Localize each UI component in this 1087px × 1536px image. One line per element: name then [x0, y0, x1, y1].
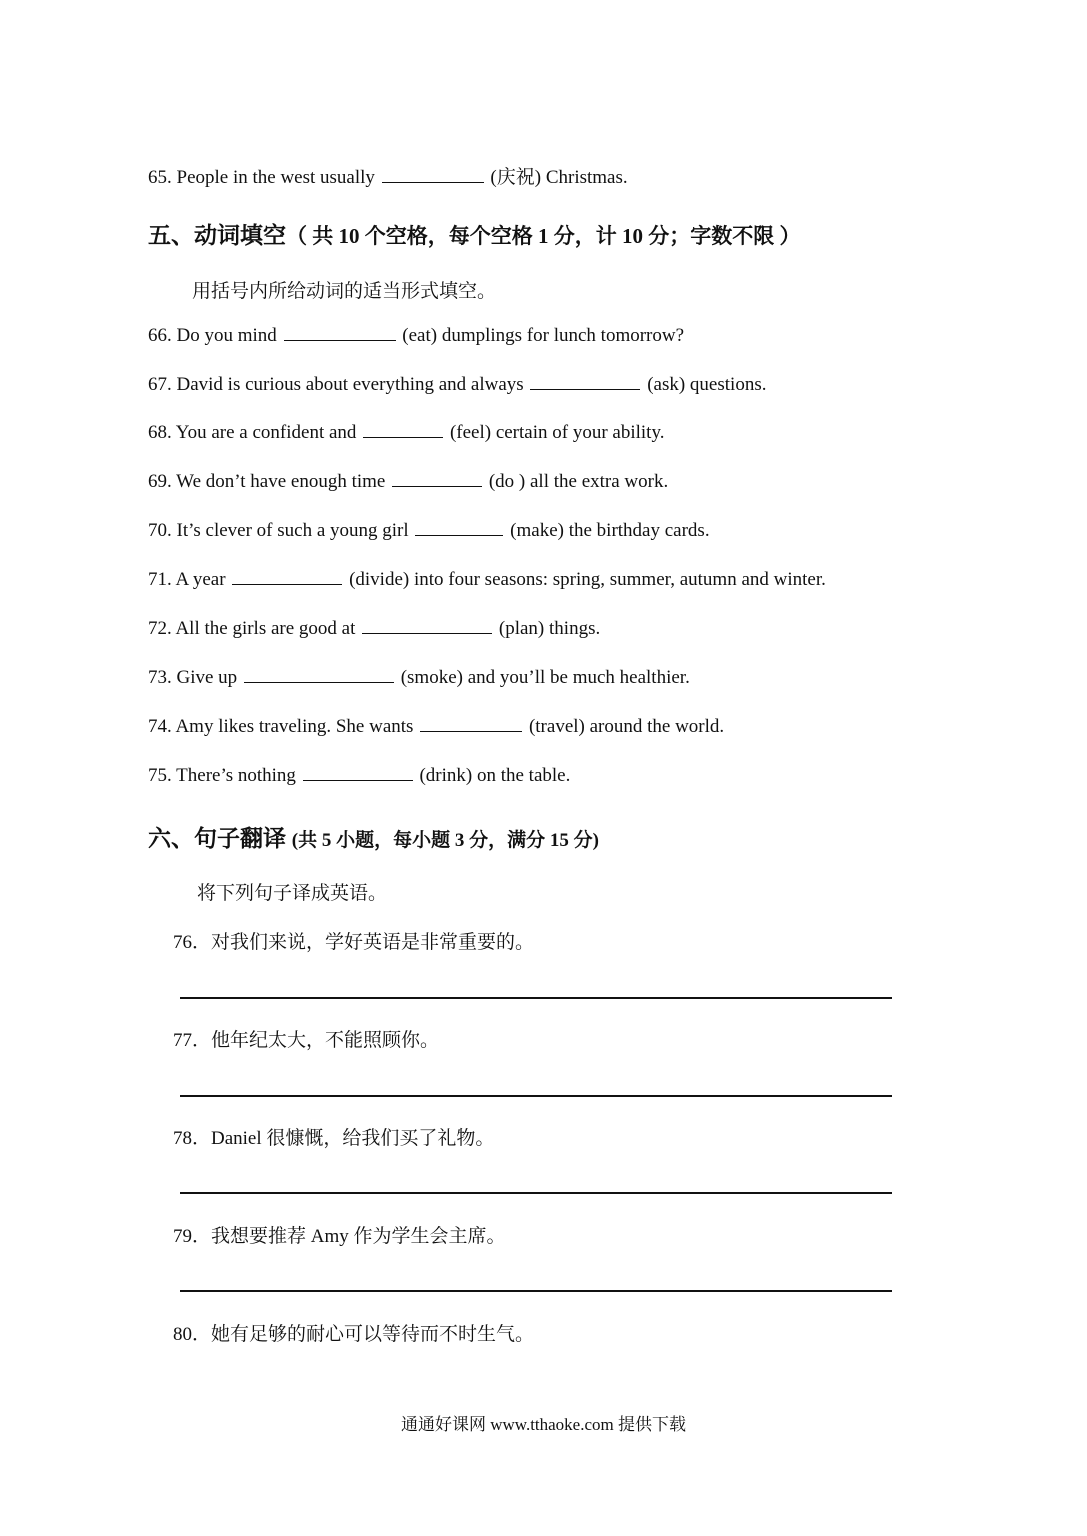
question-text: (庆祝) Christmas. — [490, 167, 628, 188]
question-text: 67. David is curious about everything and always — [148, 374, 524, 395]
answer-line-78[interactable] — [180, 1192, 892, 1194]
question-text: (ask) questions. — [647, 374, 767, 395]
question-text: (plan) things. — [498, 618, 601, 639]
answer-line-79[interactable] — [180, 1290, 892, 1292]
translation-77: 77．他年纪太大，不能照顾你。 — [173, 1030, 440, 1051]
section-6-heading — [148, 820, 599, 853]
answer-blank[interactable] — [303, 765, 413, 781]
answer-blank[interactable] — [530, 374, 640, 390]
question-text: (travel) around the world. — [528, 716, 725, 737]
question-text: 66. Do you mind — [148, 325, 277, 346]
section-scoring-note: (共 5 小题，每小题 3 分，满分 15 分) — [291, 830, 599, 851]
question-text: 65. People in the west usually — [148, 167, 375, 188]
translation-78: 78．Daniel 很慷慨，给我们买了礼物。 — [173, 1128, 495, 1149]
question-74 — [148, 716, 724, 738]
question-69 — [148, 471, 668, 493]
answer-blank[interactable] — [232, 569, 342, 585]
question-66 — [148, 325, 684, 347]
question-71 — [148, 569, 826, 591]
section-5-heading — [148, 217, 801, 250]
answer-blank[interactable] — [415, 520, 503, 536]
answer-blank[interactable] — [362, 618, 492, 634]
answer-blank[interactable] — [363, 422, 443, 438]
question-text: 68. You are a confident and — [148, 422, 357, 443]
question-text: 70. It’s clever of such a young girl — [148, 520, 409, 541]
question-text: 71. A year — [148, 569, 226, 590]
question-text: (smoke) and you’ll be much healthier. — [400, 667, 690, 688]
question-text: (eat) dumplings for lunch tomorrow? — [402, 325, 685, 346]
page-footer: 通通好课网 www.tthaoke.com 提供下载 — [400, 1415, 687, 1434]
question-75 — [148, 765, 570, 787]
question-65 — [148, 162, 628, 189]
question-72 — [148, 618, 600, 640]
question-text: (feel) certain of your ability. — [449, 422, 665, 443]
answer-blank[interactable] — [284, 325, 396, 341]
question-68 — [148, 422, 664, 444]
question-67 — [148, 374, 766, 396]
answer-blank[interactable] — [382, 167, 484, 183]
section-title: 五、动词填空 — [148, 223, 286, 248]
question-text: 69. We don’t have enough time — [148, 471, 386, 492]
answer-blank[interactable] — [392, 471, 482, 487]
question-text: 75. There’s nothing — [148, 765, 296, 786]
question-text: 73. Give up — [148, 667, 238, 688]
question-text: (make) the birthday cards. — [510, 520, 710, 541]
question-73 — [148, 667, 690, 689]
section-scoring-note: （ 共 10 个空格，每个空格 1 分，计 10 分；字数不限 ） — [286, 224, 801, 248]
section-6-instruction: 将下列句子译成英语。 — [197, 883, 388, 904]
answer-line-76[interactable] — [180, 997, 892, 999]
answer-line-77[interactable] — [180, 1095, 892, 1097]
translation-80: 80．她有足够的耐心可以等待而不时生气。 — [173, 1324, 535, 1345]
question-70 — [148, 520, 710, 542]
section-5-instruction: 用括号内所给动词的适当形式填空。 — [192, 281, 497, 302]
question-text: (divide) into four seasons: spring, summer, autumn and winter. — [349, 569, 826, 590]
answer-blank[interactable] — [420, 716, 522, 732]
question-text: (do ) all the extra work. — [488, 471, 669, 492]
question-text: 74. Amy likes traveling. She wants — [148, 716, 414, 737]
section-title: 六、句子翻译 — [148, 826, 286, 851]
translation-79: 79．我想要推荐 Amy 作为学生会主席。 — [173, 1226, 506, 1247]
question-text: (drink) on the table. — [419, 765, 571, 786]
question-text: 72. All the girls are good at — [148, 618, 356, 639]
answer-blank[interactable] — [244, 667, 394, 683]
translation-76: 76．对我们来说，学好英语是非常重要的。 — [173, 932, 535, 953]
